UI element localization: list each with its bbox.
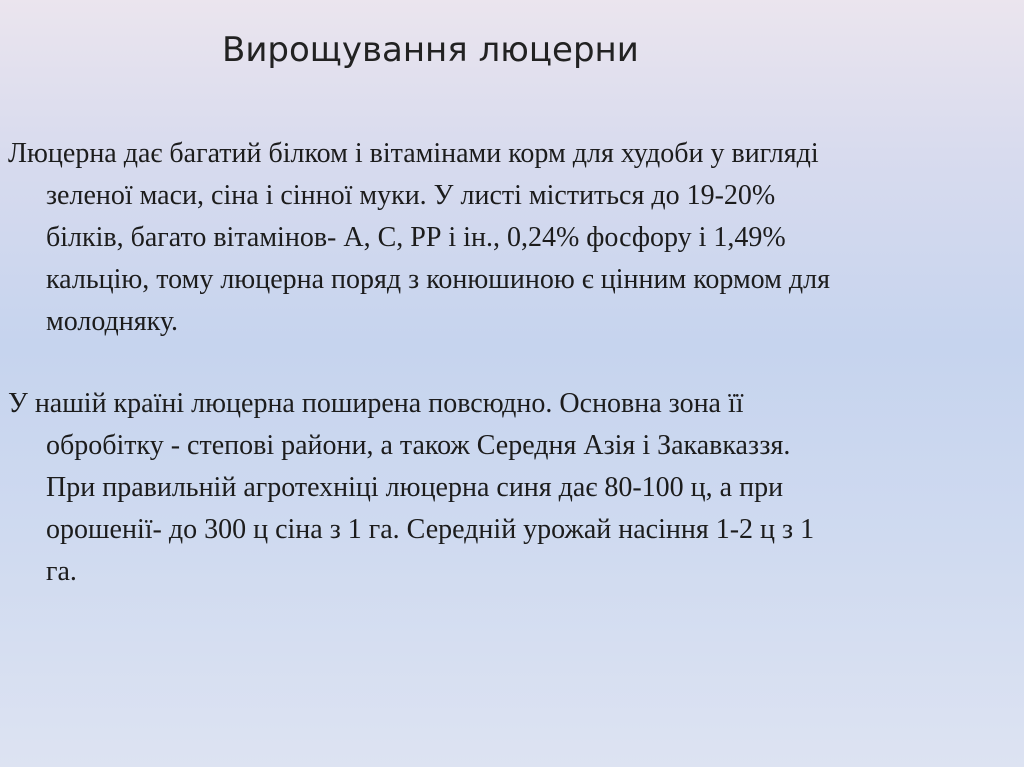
slide-title: Вирощування люцерни [222, 30, 639, 70]
paragraph-line: білків, багато вітамінов- А, С, РР і ін., 0,24% фосфору і 1,49% [46, 222, 786, 253]
paragraph-line: кальцію, тому люцерна поряд з конюшиною є цінним кормом для [46, 264, 830, 295]
paragraph-line: Люцерна дає багатий білком і вітамінами корм для худоби у вигляді [8, 138, 819, 169]
paragraph-line: При правильній агротехніці люцерна синя дає 80-100 ц, а при [46, 472, 784, 503]
body-paragraph-2 [0, 383, 1000, 593]
body-paragraph-1 [0, 133, 1000, 343]
paragraph-line: У нашій країні люцерна поширена повсюдно. Основна зона її [8, 388, 744, 419]
paragraph-line: зеленої маси, сіна і сінної муки. У листі міститься до 19-20% [46, 180, 776, 211]
paragraph-line: га. [46, 556, 77, 587]
paragraph-line: молодняку. [46, 306, 179, 337]
paragraph-line: орошенії- до 300 ц сіна з 1 га. Середній урожай насіння 1-2 ц з 1 [46, 514, 815, 545]
paragraph-line: обробітку - степові райони, а також Середня Азія і Закавказзя. [46, 430, 791, 461]
